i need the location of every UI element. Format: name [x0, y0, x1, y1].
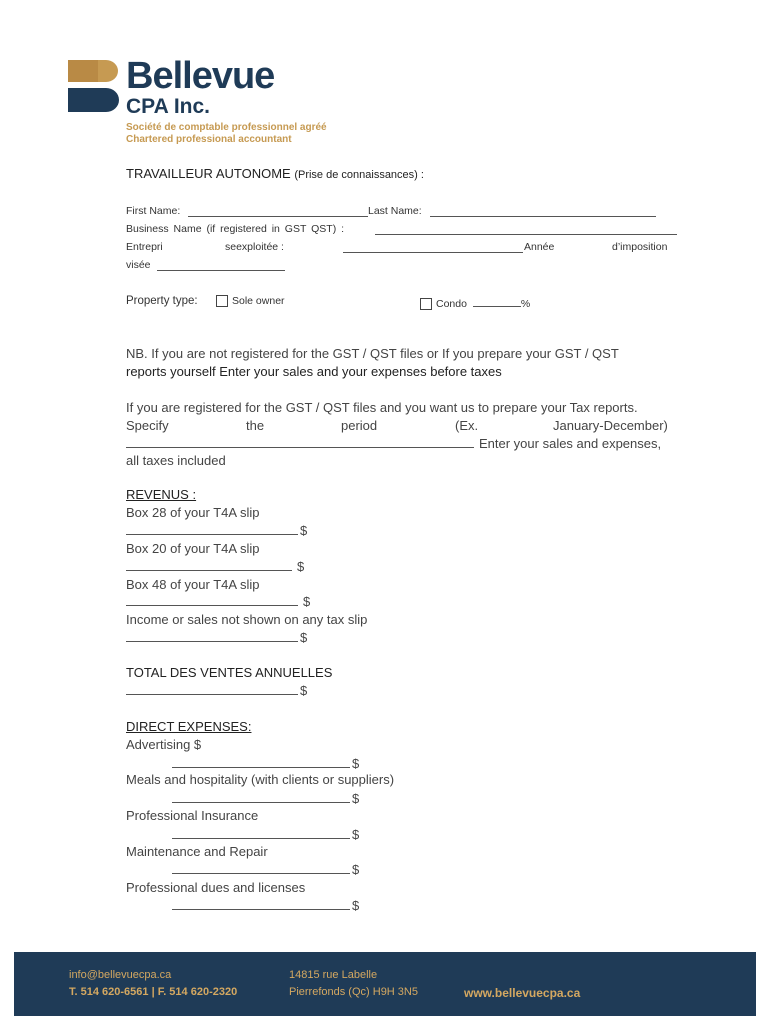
footer-city: Pierrefonds (Qc) H9H 3N5 — [289, 986, 418, 998]
sole-owner-checkbox[interactable] — [216, 295, 228, 307]
nb-line-2: reports yourself Enter your sales and your expenses before taxes — [126, 364, 502, 379]
last-name-label: Last Name: — [368, 205, 422, 217]
registered-line-3: Enter your sales and expenses, — [479, 436, 662, 451]
brand-name: Bellevue — [126, 55, 275, 97]
annee-label: Année — [524, 241, 555, 253]
first-name-label: First Name: — [126, 205, 181, 217]
property-type-label: Property type: — [126, 295, 198, 307]
imposition-label: d’imposition — [612, 241, 668, 253]
first-name-field[interactable] — [188, 205, 368, 217]
expense-field-4[interactable] — [172, 862, 350, 874]
nb-line-1: NB. If you are not registered for the GST / QST files or If you prepare your GST / QST — [126, 346, 619, 361]
expense-field-3[interactable] — [172, 827, 350, 839]
percent-sign: % — [520, 298, 531, 310]
entreprise-field[interactable] — [343, 241, 523, 253]
condo-checkbox[interactable] — [420, 298, 432, 310]
expense-field-5[interactable] — [172, 898, 350, 910]
footer-website[interactable]: www.bellevuecpa.ca — [464, 986, 581, 1000]
the-word: the — [246, 418, 265, 433]
footer-email[interactable]: info@bellevuecpa.ca — [69, 969, 172, 981]
registered-line-1: If you are registered for the GST / QST files and you want us to prepare your Tax reports. — [126, 400, 638, 415]
registered-line-4: all taxes included — [126, 453, 226, 468]
expenses-title: DIRECT EXPENSES: — [126, 719, 252, 734]
tagline-en: Chartered professional accountant — [126, 134, 292, 145]
footer-street: 14815 rue Labelle — [289, 969, 378, 981]
condo-label: Condo — [436, 298, 467, 310]
revenu-label-4: Income or sales not shown on any tax slip — [126, 612, 368, 627]
period-field[interactable] — [126, 436, 474, 448]
condo-percent-field[interactable] — [473, 295, 521, 307]
expense-label-1: Advertising $ — [126, 737, 202, 752]
business-name-field[interactable] — [375, 223, 677, 235]
business-name-label: Business Name (if registered in GST QST) : — [126, 223, 345, 235]
revenus-title: REVENUS : — [126, 487, 197, 502]
footer-bar — [14, 952, 756, 1016]
condo-option[interactable] — [420, 295, 530, 310]
expense-label-5: Professional dues and licenses — [126, 880, 306, 895]
ex-word: (Ex. — [455, 418, 479, 433]
expense-label-2: Meals and hospitality (with clients or suppliers) — [126, 772, 395, 787]
revenu-dollar-4: $ — [300, 630, 308, 645]
total-dollar: $ — [300, 683, 308, 698]
revenu-field-4[interactable] — [126, 630, 298, 642]
expense-dollar-2: $ — [352, 791, 360, 806]
visee-label: visée — [126, 259, 151, 271]
total-title: TOTAL DES VENTES ANNUELLES — [126, 665, 333, 680]
revenu-field-3[interactable] — [126, 594, 298, 606]
annee-field[interactable] — [157, 259, 285, 271]
form-heading — [126, 166, 424, 181]
expense-dollar-5: $ — [352, 898, 360, 913]
exploitee-label: seexploitée : — [225, 241, 284, 253]
specify-word: Specify — [126, 418, 169, 433]
revenu-label-2: Box 20 of your T4A slip — [126, 541, 260, 556]
january-december-word: January-December) — [553, 418, 668, 433]
heading-sub: (Prise de connaissances) : — [294, 169, 424, 181]
period-word: period — [341, 418, 378, 433]
revenu-label-3: Box 48 of your T4A slip — [126, 577, 260, 592]
revenu-field-1[interactable] — [126, 523, 298, 535]
sole-owner-label: Sole owner — [232, 295, 285, 307]
sole-owner-option[interactable] — [216, 295, 285, 307]
revenu-dollar-2: $ — [297, 559, 305, 574]
revenu-label-1: Box 28 of your T4A slip — [126, 505, 260, 520]
expense-dollar-3: $ — [352, 827, 360, 842]
entreprise-label: Entrepri — [126, 241, 163, 253]
tagline-fr: Société de comptable professionnel agréé — [126, 122, 327, 133]
expense-field-1[interactable] — [172, 756, 350, 768]
last-name-field[interactable] — [430, 205, 656, 217]
revenu-dollar-3: $ — [303, 594, 311, 609]
expense-label-3: Professional Insurance — [126, 808, 259, 823]
bellevue-logo-icon — [68, 60, 120, 112]
expense-label-4: Maintenance and Repair — [126, 844, 268, 859]
expense-field-2[interactable] — [172, 791, 350, 803]
expense-dollar-4: $ — [352, 862, 360, 877]
expense-dollar-1: $ — [352, 756, 360, 771]
revenu-dollar-1: $ — [300, 523, 308, 538]
brand-subtitle: CPA Inc. — [126, 95, 211, 118]
total-field[interactable] — [126, 683, 298, 695]
heading-main: TRAVAILLEUR AUTONOME — [126, 166, 291, 181]
footer-phones: T. 514 620-6561 | F. 514 620-2320 — [69, 986, 238, 998]
revenu-field-2[interactable] — [126, 559, 292, 571]
